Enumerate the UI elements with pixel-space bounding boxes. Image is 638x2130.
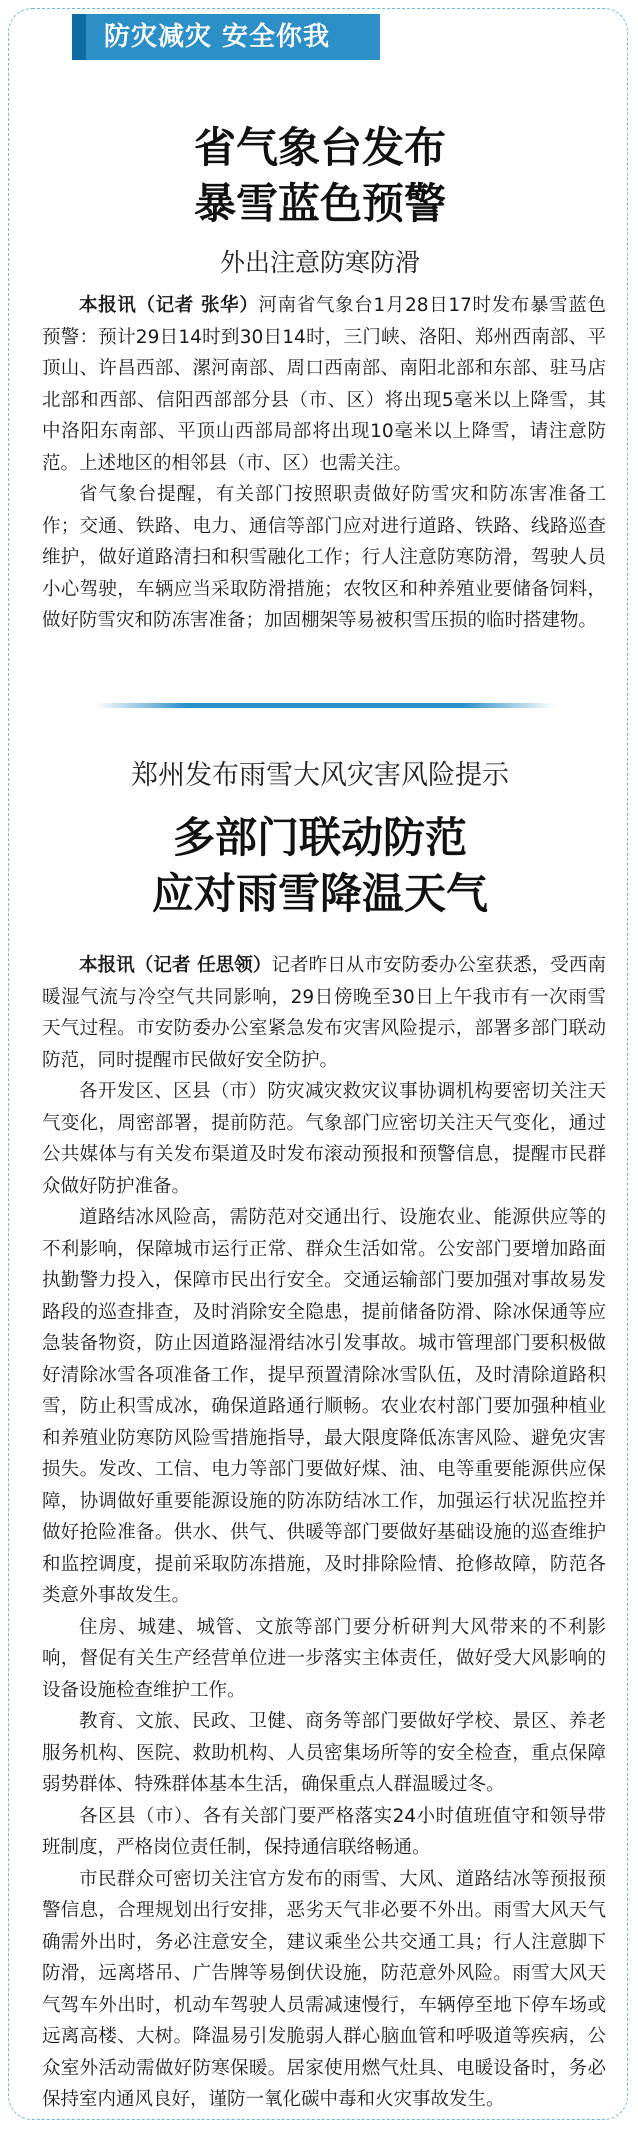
article1-paragraph-1-text: 河南省气象台1月28日17时发布暴雪蓝色预警：预计29日14时到30日14时，三门峡、洛阳、郑州西南部、平顶山、许昌西部、漯河南部、周口西南部、南阳北部和东部、驻马店北部和西部、信阳西部部分县（市、区）将出现5毫米以上降雪，其中洛阳东南部、平顶山西部局部将出现10毫米以上降雪，请注意防范。上述地区的相邻县（市、区）也需关注。 bbox=[42, 295, 606, 474]
article1-body bbox=[42, 290, 606, 637]
article1-subtitle: 外出注意防寒防滑 bbox=[219, 248, 420, 277]
article2-paragraph-5: 教育、文旅、民政、卫健、商务等部门要做好学校、景区、养老服务机构、医院、救助机构、人员密集场所等的安全检查，重点保障弱势群体、特殊群体基本生活，确保重点人群温暖过冬。 bbox=[42, 1711, 606, 1795]
banner-tail-bar bbox=[372, 14, 380, 60]
article2-body bbox=[42, 950, 606, 2116]
article2-title-line2: 应对雨雪降温天气 bbox=[151, 869, 488, 918]
article2-kicker: 郑州发布雨雪大风灾害风险提示 bbox=[131, 760, 509, 791]
article2-title-line1: 多部门联动防范 bbox=[172, 813, 467, 862]
article2-paragraph-2: 各开发区、区县（市）防灾减灾救灾议事协调机构要密切关注天气变化，周密部署，提前防范。气象部门应密切关注天气变化，通过公共媒体与有关发布渠道及时发布滚动预报和预警信息，提醒市民群众做好防护准备。 bbox=[42, 1081, 606, 1197]
article2-byline: 本报讯（记者 任思领） bbox=[79, 955, 272, 976]
article2-paragraph-4: 住房、城建、城管、文旅等部门要分析研判大风带来的不利影响，督促有关生产经营单位进一步落实主体责任，做好受大风影响的设备设施检查维护工作。 bbox=[42, 1616, 606, 1701]
article1-title-line1: 省气象台发布 bbox=[193, 123, 446, 172]
article1-paragraph-2: 省气象台提醒，有关部门按照职责做好防雪灾和防冻害准备工作；交通、铁路、电力、通信等部门应对进行道路、铁路、线路巡查维护，做好道路清扫和积雪融化工作；行人注意防寒防滑，驾驶人员小心驾驶，车辆应当采取防滑措施；农牧区和种养殖业要储备饲料，做好防雪灾和防冻害准备；加固棚架等易被积雪压损的临时搭建物。 bbox=[42, 484, 606, 631]
article2-paragraph-1-text: 记者昨日从市安防委办公室获悉，受西南暖湿气流与冷空气共同影响，29日傍晚至30日上午我市有一次雨雪天气过程。市安防委办公室紧急发布灾害风险提示，部署多部门联动防范，同时提醒市民做好安全防护。 bbox=[42, 955, 606, 1071]
article1-headline bbox=[40, 120, 600, 280]
section-divider bbox=[95, 703, 555, 708]
section-banner: 防灾减灾 安全你我 bbox=[72, 14, 372, 60]
article2-paragraph-3: 道路结冰风险高，需防范对交通出行、设施农业、能源供应等的不利影响，保障城市运行正常、群众生活如常。公安部门要增加路面执勤警力投入，保障市民出行安全。交通运输部门要加强对事故易发路段的巡查排查，及时消除安全隐患，提前储备防滑、除冰保通等应急装备物资，防止因道路湿滑结冰引发事故。城市管理部门要积极做好清除冰雪各项准备工作，提早预置清除冰雪队伍，及时清除道路积雪，防止积雪成冰，确保道路通行顺畅。农业农村部门要加强种植业和养殖业防寒防风险雪措施指导，最大限度降低冻害风险、避免灾害损失。发改、工信、电力等部门要做好煤、油、电等重要能源供应保障，协调做好重要能源设施的防冻防结冰工作，加强运行状况监控并做好抢险准备。供水、供气、供暖等部门要做好基础设施的巡查维护和监控调度，提前采取防冻措施，及时排除险情、抢修故障，防范各类意外事故发生。 bbox=[42, 1207, 606, 1606]
article2-paragraph-6: 各区县（市）、各有关部门要严格落实24小时值班值守和领导带班制度，严格岗位责任制，保持通信联络畅通。 bbox=[42, 1805, 606, 1858]
article2-headline bbox=[40, 758, 600, 922]
article1-title-line2: 暴雪蓝色预警 bbox=[193, 179, 446, 228]
article1-byline: 本报讯（记者 张华） bbox=[79, 295, 259, 316]
article1-paragraph-1 bbox=[42, 290, 606, 479]
article2-paragraph-7: 市民群众可密切关注官方发布的雨雪、大风、道路结冰等预报预警信息，合理规划出行安排，恶劣天气非必要不外出。雨雪大风天气确需外出时，务必注意安全，建议乘坐公共交通工具；行人注意脚下防滑，远离塔吊、广告牌等易倒伏设施，防范意外风险。雨雪大风天气驾车外出时，机动车驾驶人员需减速慢行，车辆停至地下停车场或远离高楼、大树。降温易引发脆弱人群心脑血管和呼吸道等疾病，公众室外活动需做好防寒保暖。居家使用燃气灶具、电暖设备时，务必保持室内通风良好，谨防一氧化碳中毒和火灾事故发生。 bbox=[42, 1868, 606, 2110]
article2-paragraph-1 bbox=[42, 950, 606, 1076]
